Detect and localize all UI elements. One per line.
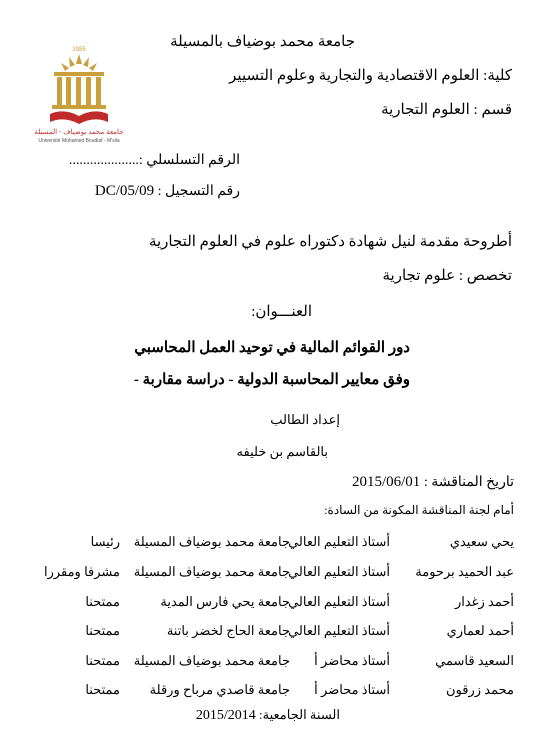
department-name: قسم : العلوم التجارية bbox=[381, 102, 512, 118]
member-university: جامعة محمد بوضياف المسيلة bbox=[133, 564, 290, 579]
committee-heading: أمام لجنة المناقشة المكونة من السادة: bbox=[324, 503, 514, 517]
logo-year: 1985 bbox=[72, 47, 86, 53]
serial-number bbox=[69, 152, 240, 169]
member-university: جامعة الحاج لخضر باتنة bbox=[166, 623, 290, 638]
member-rank: أستاذ التعليم العالي bbox=[288, 564, 390, 579]
thesis-title-label: العنـــوان: bbox=[251, 304, 312, 320]
member-role: ممتحنا bbox=[85, 623, 120, 638]
committee-row bbox=[0, 623, 540, 643]
faculty-name: كلية: العلوم الاقتصادية والتجارية وعلوم التسيير bbox=[229, 68, 512, 84]
defense-date bbox=[352, 474, 514, 491]
member-role: مشرفا ومقررا bbox=[43, 564, 120, 579]
academic-year-value: 2015/2014 bbox=[195, 708, 256, 723]
student-label: إعداد الطالب bbox=[270, 412, 340, 427]
registration-number bbox=[95, 183, 240, 200]
member-rank: أستاذ محاضر أ bbox=[314, 653, 390, 668]
thesis-title-line-1: دور القوائم المالية في توحيد العمل المحاسبي bbox=[134, 340, 410, 356]
committee-row bbox=[0, 534, 540, 554]
member-rank: أستاذ التعليم العالي bbox=[288, 534, 390, 549]
member-university: جامعة محمد بوضياف المسيلة bbox=[133, 534, 290, 549]
academic-year-label: السنة الجامعية: bbox=[259, 707, 340, 722]
member-rank: أستاذ محاضر أ bbox=[314, 682, 390, 697]
member-name: أحمد زغدار bbox=[454, 594, 514, 609]
defense-date-label: تاريخ المناقشة : bbox=[423, 475, 514, 490]
thesis-title-line-2: وفق معايير المحاسبة الدولية - دراسة مقاربة - bbox=[133, 372, 410, 388]
committee-row bbox=[0, 564, 540, 584]
member-university: جامعة محمد بوضياف المسيلة bbox=[133, 653, 290, 668]
thesis-purpose: أطروحة مقدمة لنيل شهادة دكتوراه علوم في العلوم التجارية bbox=[148, 234, 512, 250]
member-role: رئيسا bbox=[90, 534, 120, 549]
member-name: محمد زرقون bbox=[446, 682, 514, 697]
defense-date-value: 2015/06/01 bbox=[351, 474, 421, 490]
member-university: جامعة يحي فارس المدية bbox=[160, 594, 290, 609]
serial-number-label: الرقم التسلسلي : bbox=[138, 153, 240, 168]
logo-caption-arabic: جامعة محمد بوضياف - المسيلة bbox=[34, 129, 124, 136]
serial-number-dots: .................... bbox=[68, 153, 139, 168]
academic-year bbox=[196, 707, 340, 724]
university-name: جامعة محمد بوضياف بالمسيلة bbox=[170, 34, 355, 50]
logo-caption-french: Université Mohamed Boudiaf - M'sila bbox=[38, 138, 120, 144]
member-rank: أستاذ التعليم العالي bbox=[288, 623, 390, 638]
member-rank: أستاذ التعليم العالي bbox=[288, 594, 390, 609]
registration-value: DC/05/09 bbox=[94, 183, 155, 199]
student-name: بالقاسم بن خليفه bbox=[236, 444, 328, 459]
member-name: يحي سعيدي bbox=[449, 534, 514, 549]
member-role: ممتحنا bbox=[85, 682, 120, 697]
committee-row bbox=[0, 653, 540, 673]
member-name: السعيد قاسمي bbox=[435, 653, 514, 668]
registration-label: رقم التسجيل : bbox=[157, 184, 240, 199]
committee-row bbox=[0, 682, 540, 702]
member-university: جامعة قاصدي مرباح ورقلة bbox=[149, 682, 290, 697]
member-name: عبد الحميد برحومة bbox=[415, 564, 514, 579]
university-logo bbox=[34, 42, 124, 152]
thesis-specialty: تخصص : علوم تجارية bbox=[382, 268, 512, 284]
member-role: ممتحنا bbox=[85, 653, 120, 668]
member-name: أحمد لعماري bbox=[446, 623, 514, 638]
committee-row bbox=[0, 594, 540, 614]
member-role: ممتحنا bbox=[85, 594, 120, 609]
